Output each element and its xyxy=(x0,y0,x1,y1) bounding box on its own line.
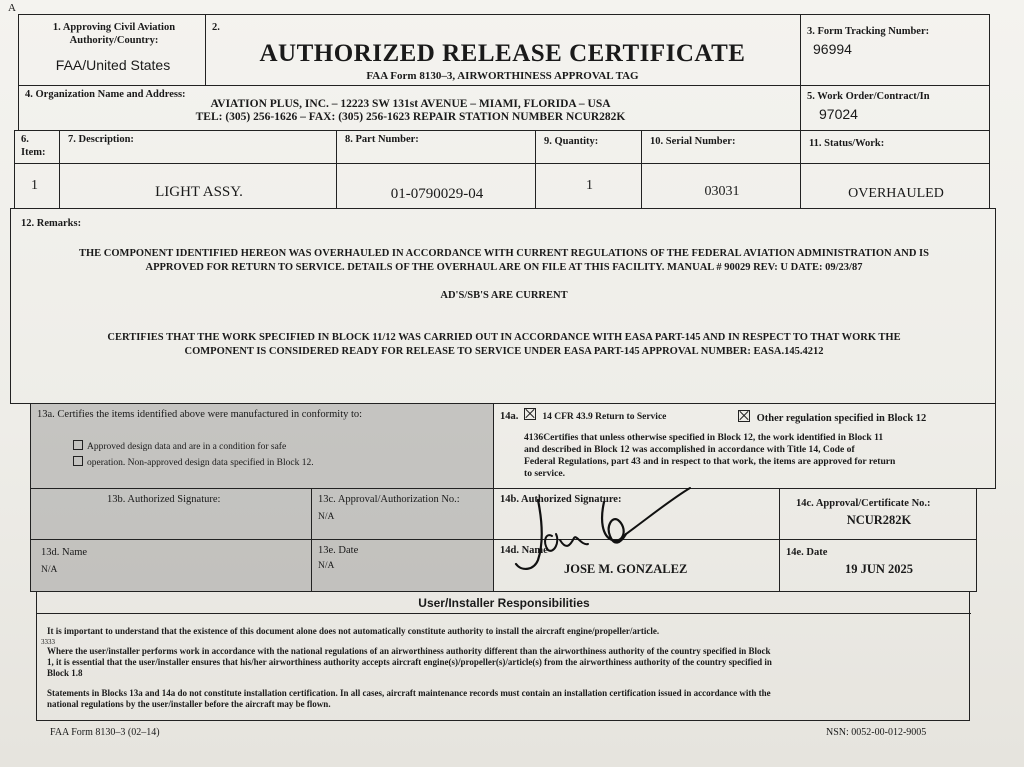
block-2-label: 2. xyxy=(212,22,220,33)
block-14c-label: 14c. Approval/Certificate No.: xyxy=(796,498,931,509)
serial-number-cell xyxy=(641,163,801,209)
header-description: 7. Description: xyxy=(59,130,337,164)
block-13c xyxy=(311,488,494,540)
part-number: 01-0790029-04 xyxy=(390,186,484,202)
work-order-number: 97024 xyxy=(819,106,858,122)
block-13c-value: N/A xyxy=(318,512,335,522)
return-to-service-text: 14 CFR 43.9 Return to Service xyxy=(542,412,667,422)
block-4-organization xyxy=(18,85,801,131)
status-work: OVERHAULED xyxy=(848,186,944,201)
block-14a-text-3: Federal Regulations, part 43 and in respect to that work, the items are approved for return xyxy=(524,456,896,467)
block-13b xyxy=(30,488,312,540)
block-13a-label: 13a. Certifies the items identified above were manufactured in conformity to: xyxy=(37,409,363,420)
release-date: 19 JUN 2025 xyxy=(844,562,914,576)
non-approved-design-text: operation. Non-approved design data specified in Block 12. xyxy=(87,458,314,468)
approved-design-checkbox[interactable] xyxy=(73,440,83,450)
non-approved-design-checkbox[interactable] xyxy=(73,456,83,466)
remarks-ads-sbs: AD'S/SB'S ARE CURRENT xyxy=(440,290,568,301)
quantity-cell xyxy=(535,163,642,209)
authority-country: FAA/United States xyxy=(55,57,171,73)
other-regulation-option xyxy=(738,410,926,425)
block-12-remarks xyxy=(10,208,996,404)
block-14d-label: 14d. Name xyxy=(500,545,548,556)
block-14a xyxy=(493,403,996,489)
block-14a-text-1: 4136Certifies that unless otherwise specified in Block 12, the work identified in Block 11 xyxy=(524,432,884,443)
form-subtitle: FAA Form 8130–3, AIRWORTHINESS APPROVAL TAG xyxy=(366,70,639,82)
other-regulation-text: Other regulation specified in Block 12 xyxy=(756,413,927,424)
approved-design-text: Approved design data and are in a condition for safe xyxy=(87,442,287,452)
return-to-service-checkbox[interactable] xyxy=(524,408,536,420)
remarks-label: 12. Remarks: xyxy=(21,218,82,229)
description-cell xyxy=(59,163,337,209)
form-number-footer: FAA Form 8130–3 (02–14) xyxy=(50,727,160,738)
item-description: LIGHT ASSY. xyxy=(155,184,243,200)
non-approved-design-option xyxy=(73,456,314,469)
block-5-label: 5. Work Order/Contract/In xyxy=(807,91,930,102)
form-title: AUTHORIZED RELEASE CERTIFICATE xyxy=(259,40,746,67)
approval-certificate-number: NCUR282K xyxy=(846,513,912,527)
responsibilities-para-3a: Statements in Blocks 13a and 14a do not constitute installation certification. In all cases, aircraft maintenance records must contain an installation certification issued in accordance with the xyxy=(47,688,771,698)
block-13e-label: 13e. Date xyxy=(318,545,359,556)
block-14a-text-2: and described in Block 12 was accomplished in accordance with Title 14, Code of xyxy=(524,444,855,455)
responsibilities-para-2c: Block 1.8 xyxy=(47,668,83,678)
block-13b-label: 13b. Authorized Signature: xyxy=(107,494,221,505)
responsibilities-section xyxy=(36,591,970,721)
signer-name: JOSE M. GONZALEZ xyxy=(564,562,688,576)
responsibilities-code: 3333 xyxy=(41,638,55,646)
organization-address: AVIATION PLUS, INC. – 12223 SW 131st AVENUE – MIAMI, FLORIDA – USA xyxy=(210,98,611,110)
block-14c xyxy=(779,488,977,540)
item-number: 1 xyxy=(31,178,38,193)
organization-phone: TEL: (305) 256-1626 – FAX: (305) 256-1623 REPAIR STATION NUMBER NCUR282K xyxy=(195,111,626,123)
block-13e xyxy=(311,539,494,592)
remarks-line-4: COMPONENT IS CONSIDERED READY FOR RELEASE TO SERVICE UNDER EASA PART-145 APPROVAL NUMBER: EASA.145.4212 xyxy=(184,346,824,357)
block-3-label: 3. Form Tracking Number: xyxy=(807,26,930,37)
block-13d xyxy=(30,539,312,592)
block-13e-value: N/A xyxy=(318,561,335,571)
remarks-line-1: THE COMPONENT IDENTIFIED HEREON WAS OVERHAULED IN ACCORDANCE WITH CURRENT REGULATIONS OF THE FEDERAL AVIATION ADMINISTRATION AND IS xyxy=(79,248,929,259)
block-4-label: 4. Organization Name and Address: xyxy=(25,89,186,100)
remarks-line-2: APPROVED FOR RETURN TO SERVICE. DETAILS OF THE OVERHAUL ARE ON FILE AT THIS FACILITY. MANUAL # 90029 REV: U DATE: 09/23/87 xyxy=(145,262,863,273)
item-number-cell xyxy=(14,163,60,209)
header-quantity: 9. Quantity: xyxy=(535,130,642,164)
block-13c-label: 13c. Approval/Authorization No.: xyxy=(318,494,460,505)
responsibilities-para-3b: national regulations by the user/installer before the aircraft may be flown. xyxy=(47,699,331,709)
block-14e xyxy=(779,539,977,592)
status-cell xyxy=(800,163,990,209)
header-item: 6. Item: xyxy=(14,130,60,164)
header-status: 11. Status/Work: xyxy=(800,130,990,164)
header-serial-number: 10. Serial Number: xyxy=(641,130,801,164)
corner-mark: A xyxy=(8,2,16,14)
responsibilities-para-2b: 1, it is essential that the user/installer ensures that his/her airworthiness authority accepts aircraft engine(s)/propeller(s)/article(s) from the airworthiness authority of the country specified in xyxy=(47,657,772,667)
nsn-footer: NSN: 0052-00-012-9005 xyxy=(826,727,927,738)
block-1-authority xyxy=(18,14,206,86)
block-13a xyxy=(30,403,494,489)
responsibilities-para-2a: Where the user/installer performs work in accordance with the national regulations of an airworthiness authority different than the airworthiness authority of the country specified in Block xyxy=(47,646,771,656)
block-14b-label: 14b. Authorized Signature: xyxy=(500,494,622,505)
block-14e-label: 14e. Date xyxy=(786,547,828,558)
handwritten-signature xyxy=(508,480,698,576)
responsibilities-para-1: It is important to understand that the existence of this document alone does not automatically constitute authority to install the aircraft engine/propeller/article. xyxy=(47,626,660,636)
block-3-tracking xyxy=(800,14,990,86)
header-part-number: 8. Part Number: xyxy=(336,130,536,164)
form-tracking-number: 96994 xyxy=(813,41,852,57)
quantity: 1 xyxy=(586,178,593,193)
block-1-label: 1. Approving Civil Aviation Authority/Country: xyxy=(52,22,176,46)
block-5-work-order xyxy=(800,85,990,131)
block-13d-value: N/A xyxy=(41,565,58,575)
approved-design-option xyxy=(73,440,286,453)
return-to-service-option xyxy=(524,408,666,423)
remarks-line-3: CERTIFIES THAT THE WORK SPECIFIED IN BLOCK 11/12 WAS CARRIED OUT IN ACCORDANCE WITH EASA PART-145 AND IN RESPECT TO THAT WORK THE xyxy=(107,332,901,343)
block-14a-label: 14a. xyxy=(500,411,519,422)
block-13d-label: 13d. Name xyxy=(41,547,88,558)
part-number-cell xyxy=(336,163,536,209)
responsibilities-title: User/Installer Responsibilities xyxy=(418,596,590,610)
block-14a-text-4: to service. xyxy=(524,468,566,479)
other-regulation-checkbox[interactable] xyxy=(738,410,750,422)
serial-number: 03031 xyxy=(704,184,740,199)
